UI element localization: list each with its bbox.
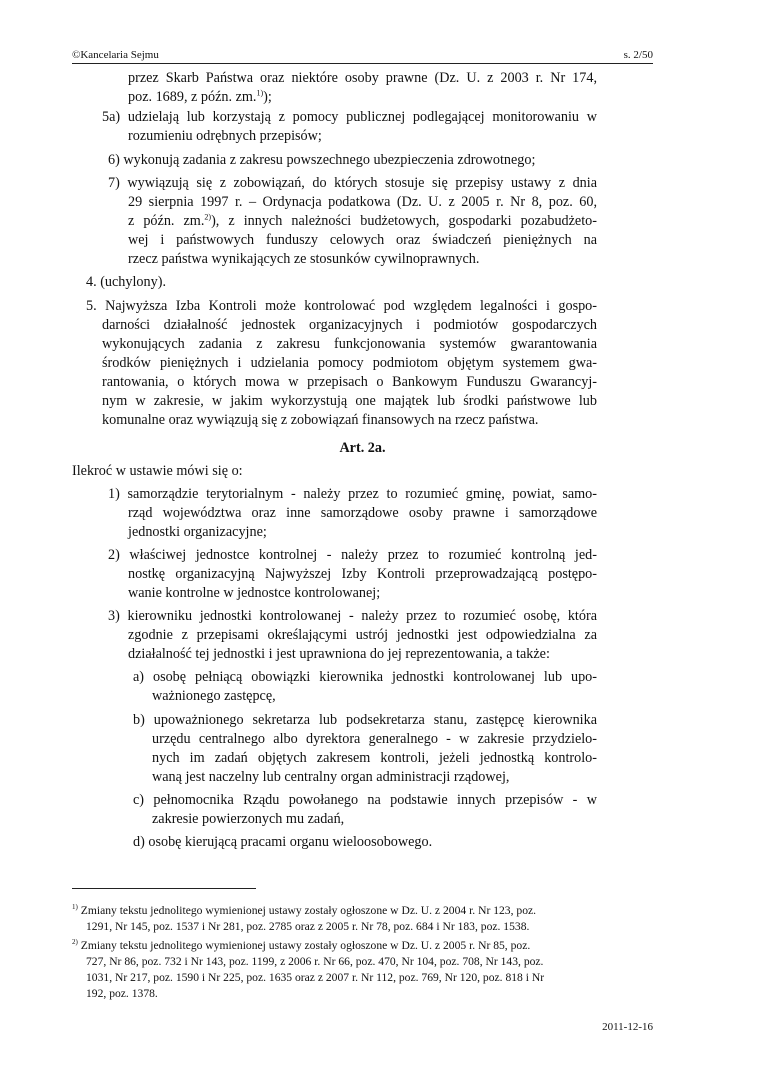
text-line: 5a) udzielają lub korzystają z pomocy publicznej podlegającej monitorowaniu w <box>102 109 597 125</box>
footnote-1: $^{1)}$ Zmiany tekstu jednolitego wymienionej ustawy zostały ogłoszone w Dz. U. z 2004 r. Nr 123, poz. <box>72 903 537 917</box>
text-line: b) upoważnionego sekretarza lub podsekretarza stanu, zastępcę kierownika <box>133 712 597 728</box>
text-line: ważnionego zastępcę, <box>152 688 276 704</box>
footnote-marker: 1) <box>72 903 78 912</box>
text-line: c) pełnomocnika Rządu powołanego na podstawie innych przepisów - w <box>133 792 597 808</box>
text-line: a) osobę pełniącą obowiązki kierownika jednostki kontrolowanej lub upo- <box>133 669 597 685</box>
text-line: 7) wywiązują się z zobowiązań, do których stosuje się przepisy ustawy z dnia <box>108 175 597 191</box>
text-line: działalność tej jednostki i jest uprawniona do jej reprezentowania, a także: <box>128 646 550 662</box>
header-left: ©Kancelaria Sejmu <box>72 49 159 61</box>
header-rule <box>72 63 653 64</box>
text-line: d) osobę kierującą pracami organu wieloosobowego. <box>133 834 433 850</box>
text-line: rzecz państwa wynikających ze stosunków cywilnoprawnych. <box>128 251 480 267</box>
text-line: urzędu centralnego albo dyrektora generalnego - w zakresie przydzielo- <box>152 731 597 747</box>
footnote-line: 727, Nr 86, poz. 732 i Nr 143, poz. 1199, z 2006 r. Nr 66, poz. 470, Nr 104, poz. 708, Nr 143, poz. <box>86 955 544 968</box>
text-line: z późn. zm.$^{2)}$), z innych należności budżetowych, gospodarki pozabudżeto- <box>128 212 597 229</box>
text-line: rantowania, o których mowa w przepisach o Bankowym Funduszu Gwarancyj- <box>102 374 597 390</box>
text-line: Ilekroć w ustawie mówi się o: <box>72 463 243 479</box>
text-line: przez Skarb Państwa oraz niektóre osoby prawne (Dz. U. z 2003 r. Nr 174, <box>128 70 597 86</box>
text-line: nym w zakresie, w jakim wykorzystują one majątek lub środki państwowe lub <box>102 393 597 409</box>
text-line: wanie kontrolne w jednostce kontrolowanej; <box>128 585 381 601</box>
article-heading: Art. 2a. <box>339 440 386 456</box>
text-line: nych im zadań objętych zakresem kontroli, jeżeli jednostką kontrolo- <box>152 750 597 766</box>
text-line: zakresie powierzonych mu zadań, <box>152 811 345 827</box>
text-line: 6) wykonują zadania z zakresu powszechnego ubezpieczenia zdrowotnego; <box>108 152 536 168</box>
text-line: 3) kierowniku jednostki kontrolowanej - należy przez to rozumieć osobę, która <box>108 608 597 624</box>
footnote-line: 1031, Nr 217, poz. 1590 i Nr 225, poz. 1635 oraz z 2007 r. Nr 112, poz. 769, Nr 120, poz. 818 i Nr <box>86 971 545 984</box>
footnote-ref: 1) <box>256 88 264 98</box>
text-line: 1) samorządzie terytorialnym - należy przez to rozumieć gminę, powiat, samo- <box>108 486 597 502</box>
text-line: rozumieniu odrębnych przepisów; <box>128 128 322 144</box>
text-line: 2) właściwej jednostce kontrolnej - należy przez to rozumieć kontrolną jed- <box>108 547 597 563</box>
text-line: 29 sierpnia 1997 r. – Ordynacja podatkowa (Dz. U. z 2005 r. Nr 8, poz. 60, <box>128 194 597 210</box>
footnote-marker: 2) <box>72 938 78 947</box>
text-line: wej i państwowych funduszy celowych oraz świadczeń pieniężnych na <box>128 232 597 248</box>
footnote-separator <box>72 888 256 889</box>
text-line: środków pieniężnych i udzielania pomocy podmiotom objętym systemem gwa- <box>102 355 597 371</box>
text-line: wykonujących zadania z zakresu funkcjonowania systemów gwarantowania <box>102 336 597 352</box>
text-line: rząd województwa oraz inne samorządowe osoby prawne i samorządowe <box>128 505 597 521</box>
text-line: komunalne oraz wywiązują się z zobowiązań finansowych na rzecz państwa. <box>102 412 539 428</box>
text-line: waną jest naczelny lub centralny organ administracji rządowej, <box>152 769 510 785</box>
text-line: nostkę organizacyjną Najwyższej Izby Kontroli przeprowadzającą postępo- <box>128 566 597 582</box>
text-line: 5. Najwyższa Izba Kontroli może kontrolować pod względem legalności i gospo- <box>86 298 597 314</box>
footnote-2: $^{2)}$ Zmiany tekstu jednolitego wymienionej ustawy zostały ogłoszone w Dz. U. z 2005 r. Nr 85, poz. <box>72 938 531 952</box>
text-line: jednostki organizacyjne; <box>128 524 267 540</box>
footnote-line: 192, poz. 1378. <box>86 987 158 1000</box>
footnote-ref: 2) <box>204 212 212 222</box>
text-line: 4. (uchylony). <box>86 274 166 290</box>
footnote-line: 1291, Nr 145, poz. 1537 i Nr 281, poz. 2785 oraz z 2005 r. Nr 78, poz. 684 i Nr 183, poz. 1538. <box>86 920 530 933</box>
text-line: zgodnie z przepisami określającymi ustrój jednostki jest odpowiedzialna za <box>128 627 597 643</box>
text-line: poz. 1689, z późn. zm.$^{1)}$); <box>128 88 272 105</box>
footer-date: 2011-12-16 <box>602 1021 653 1033</box>
text-line: darności działalność jednostek organizacyjnych i podmiotów gospodarczych <box>102 317 597 333</box>
header-page-number: s. 2/50 <box>623 49 653 61</box>
